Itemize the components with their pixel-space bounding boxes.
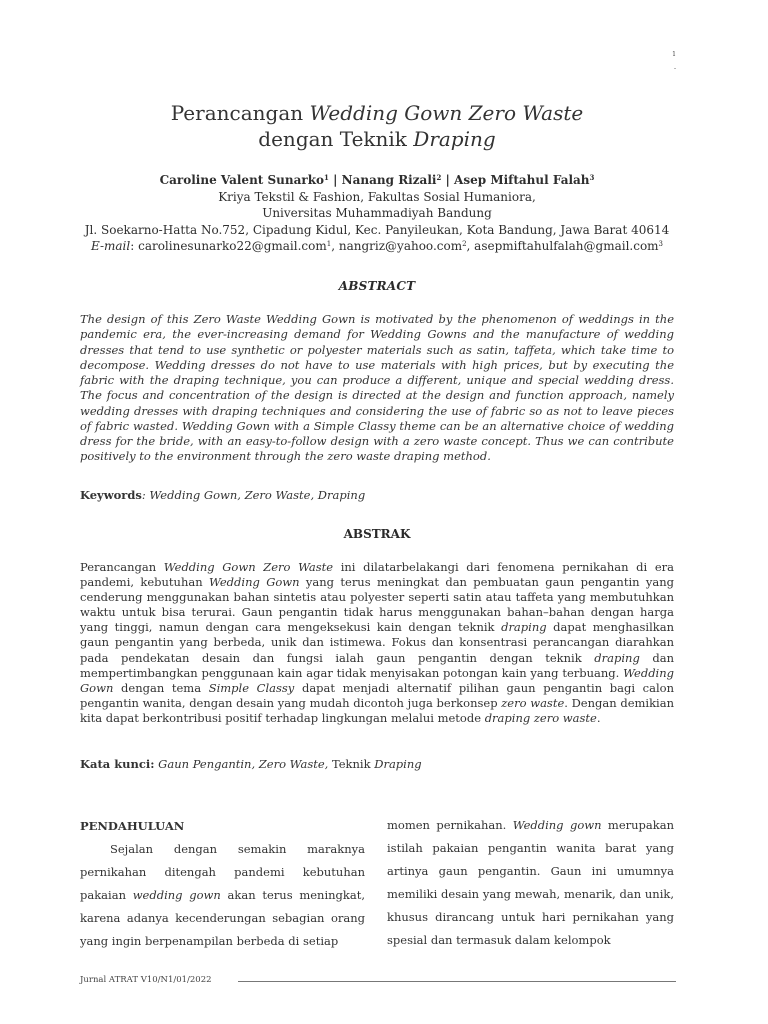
abstrak-body: Perancangan Wedding Gown Zero Waste ini dilatarbelakangi dari fenomena pernikahan di era pandemi, kebutuhan Wedding Gown yang terus meningkat dan pembuatan gaun pengantin yang cenderung menggunakan bahan sintetis atau polyester seperti satin atau taffeta yang membutuhkan waktu untuk bisa terurai. Gaun pengantin tidak harus menggunakan bahan–bahan dengan harga yang tinggi, namun dengan cara mengeksekusi kain dengan teknik draping dapat menghasilkan gaun pengantin yang berbeda, unik dan istimewa. Fokus dan konsentrasi perancangan diarahkan pada pendekatan desain dan fungsi ialah gaun pengantin dengan teknik draping dan mempertimbangkan penggunaan kain agar tidak menyisakan potongan kain yang terbuang. Wedding Gown dengan tema Simple Classy dapat menjadi alternatif pilihan gaun pengantin bagi calon pengantin wanita, dengan desain yang mudah dicontoh juga berkonsep zero waste. Dengan demikian kita dapat berkontribusi positif terhadap lingkungan melalui metode draping zero waste. xyxy=(80,560,675,725)
journal-footer: Jurnal ATRAT V10/N1/01/2022 xyxy=(80,975,212,985)
author-block xyxy=(80,172,674,255)
abstract-heading: ABSTRACT xyxy=(338,279,416,293)
keywords-line: Keywords: Wedding Gown, Zero Waste, Draping xyxy=(80,488,366,502)
page-corner-mark: 1 - xyxy=(672,51,676,72)
abstract-body: The design of this Zero Waste Wedding Gown is motivated by the phenomenon of weddings in the pandemic era, the ever-increasing demand for Wedding Gowns and the manufacture of wedding dresses that tend to use synthetic or polyester materials such as satin, taffeta, which take time to decompose. Wedding dresses do not have to use materials with high prices, but by executing the fabric with the draping technique, you can produce a different, unique and special wedding dress. The focus and concentration of the design is directed at the design and function approach, namely wedding dresses with draping techniques and considering the use of fabric so as not to leave pieces of fabric wasted. Wedding Gown with a Simple Classy theme can be an alternative choice of wedding dress for the bride, with an easy-to-follow design with a zero waste concept. Thus we can contribute positively to the environment through the zero waste draping method. xyxy=(80,312,674,464)
intro-left-column xyxy=(80,818,365,953)
author-address: Jl. Soekarno-Hatta No.752, Cipadung Kidul, Kec. Panyileukan, Kota Bandung, Jawa Barat 40614 xyxy=(84,222,670,237)
author-names: Caroline Valent Sunarko$^1$ | Nanang Rizali$^2$ | Asep Miftahul Falah$^3$ xyxy=(159,173,595,187)
abstrak-heading: ABSTRAK xyxy=(343,527,411,541)
kata-kunci-line: Kata kunci: Gaun Pengantin, Zero Waste, Teknik Draping xyxy=(80,757,422,771)
author-emails: E-mail: carolinesunarko22@gmail.com$^1$, nangriz@yahoo.com$^2$, asepmiftahulfalah@gmail.com$^3$ xyxy=(90,239,664,253)
section-heading-pendahuluan: PENDAHULUAN xyxy=(80,819,185,833)
footer-rule xyxy=(238,981,676,982)
intro-right-column: momen pernikahan. Wedding gown merupakan istilah pakaian pengantin wanita barat yang artinya gaun pengantin. Gaun ini umumnya memiliki desain yang mewah, menarik, dan unik, khusus dirancang untuk hari pernikahan yang spesial dan termasuk dalam kelompok xyxy=(387,818,674,947)
intro-paragraph: Sejalan dengan semakin maraknya pernikahan ditengah pandemi kebutuhan pakaian wedding gown akan terus meningkat, karena adanya kecenderungan sebagian orang yang ingin berpenampilan berbeda di setiap xyxy=(80,842,365,948)
paper-title: Perancangan Wedding Gown Zero Waste dengan Teknik Draping xyxy=(170,101,584,151)
author-department: Kriya Tekstil & Fashion, Fakultas Sosial Humaniora, xyxy=(218,189,536,204)
author-university: Universitas Muhammadiyah Bandung xyxy=(262,206,492,220)
